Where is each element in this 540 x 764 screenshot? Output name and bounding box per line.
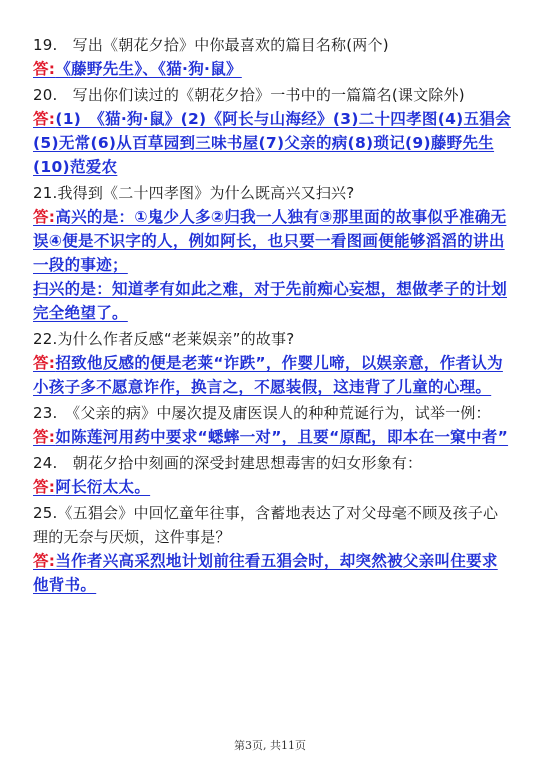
answer-body: (1) 《猫·狗·鼠》(2)《阿长与山海经》(3)二十四孝图(4)五猖会(5)无常(6)从百草园到三味书屋(7)父亲的病(8)琐记(9)藤野先生(10)范爱农 — [33, 110, 511, 176]
qa-item-24 — [33, 451, 511, 499]
question-text: 23. 《父亲的病》中屡次提及庸医误人的种种荒诞行为，试举一例： — [33, 404, 491, 422]
question-text: 20. 写出你们读过的《朝花夕拾》一书中的一篇篇名(课文除外) — [33, 86, 465, 104]
qa-item-23 — [33, 401, 511, 449]
qa-item-20 — [33, 83, 511, 179]
qa-item-21 — [33, 181, 511, 325]
answer-label: 答: — [33, 552, 56, 570]
answer-text — [33, 107, 511, 179]
answer-body: 《藤野先生》、《猫·狗·鼠》 — [55, 60, 242, 78]
qa-list — [33, 33, 511, 599]
answer-text — [33, 475, 511, 499]
answer-label: 答: — [33, 60, 56, 78]
answer-text — [33, 205, 511, 277]
question-text: 24. 朝花夕拾中刻画的深受封建思想毒害的妇女形象有： — [33, 454, 423, 472]
answer-label: 答: — [33, 110, 56, 128]
answer-body: 如陈莲河用药中要求“蟋蟀一对”，且要“原配，即本在一窠中者” — [55, 428, 509, 446]
answer-body: 阿长衍太太。 — [55, 478, 151, 496]
answer-text — [33, 425, 511, 449]
qa-item-19 — [33, 33, 511, 81]
qa-item-22 — [33, 327, 511, 399]
question-text: 19. 写出《朝花夕拾》中你最喜欢的篇目名称(两个) — [33, 36, 389, 54]
answer-body: 招致他反感的便是老莱“诈跌”，作婴儿啼，以娱亲意，作者认为小孩子多不愿意诈作，换言之，不愿装假，这违背了儿童的心理。 — [33, 354, 503, 396]
page-number: 第3页, 共11页 — [234, 739, 306, 752]
answer-text — [33, 549, 511, 597]
answer-label: 答: — [33, 428, 56, 446]
answer-text — [33, 351, 511, 399]
answer-label: 答: — [33, 478, 56, 496]
answer-label: 答: — [33, 208, 56, 226]
answer-body: 当作者兴高采烈地计划前往看五猖会时，却突然被父亲叫住要求他背书。 — [33, 552, 498, 594]
answer-text-part2: 扫兴的是：知道孝有如此之难，对于先前痴心妄想，想做孝子的计划完全绝望了。 — [33, 280, 508, 322]
answer-text — [33, 57, 511, 81]
question-text: 22.为什么作者反感“老莱娱亲”的故事? — [33, 330, 295, 348]
qa-item-25 — [33, 501, 511, 597]
answer-label: 答: — [33, 354, 56, 372]
answer-body: 高兴的是：①鬼少人多②归我一人独有③那里面的故事似乎准确无误④便是不识字的人，例如阿长，也只要一看图画便能够滔滔的讲出一段的事迹； — [33, 208, 507, 274]
question-text: 25.《五猖会》中回忆童年往事，含蓄地表达了对父母毫不顾及孩子心理的无奈与厌烦，这件事是？ — [33, 504, 499, 546]
question-text: 21.我得到《二十四孝图》为什么既高兴又扫兴? — [33, 184, 355, 202]
